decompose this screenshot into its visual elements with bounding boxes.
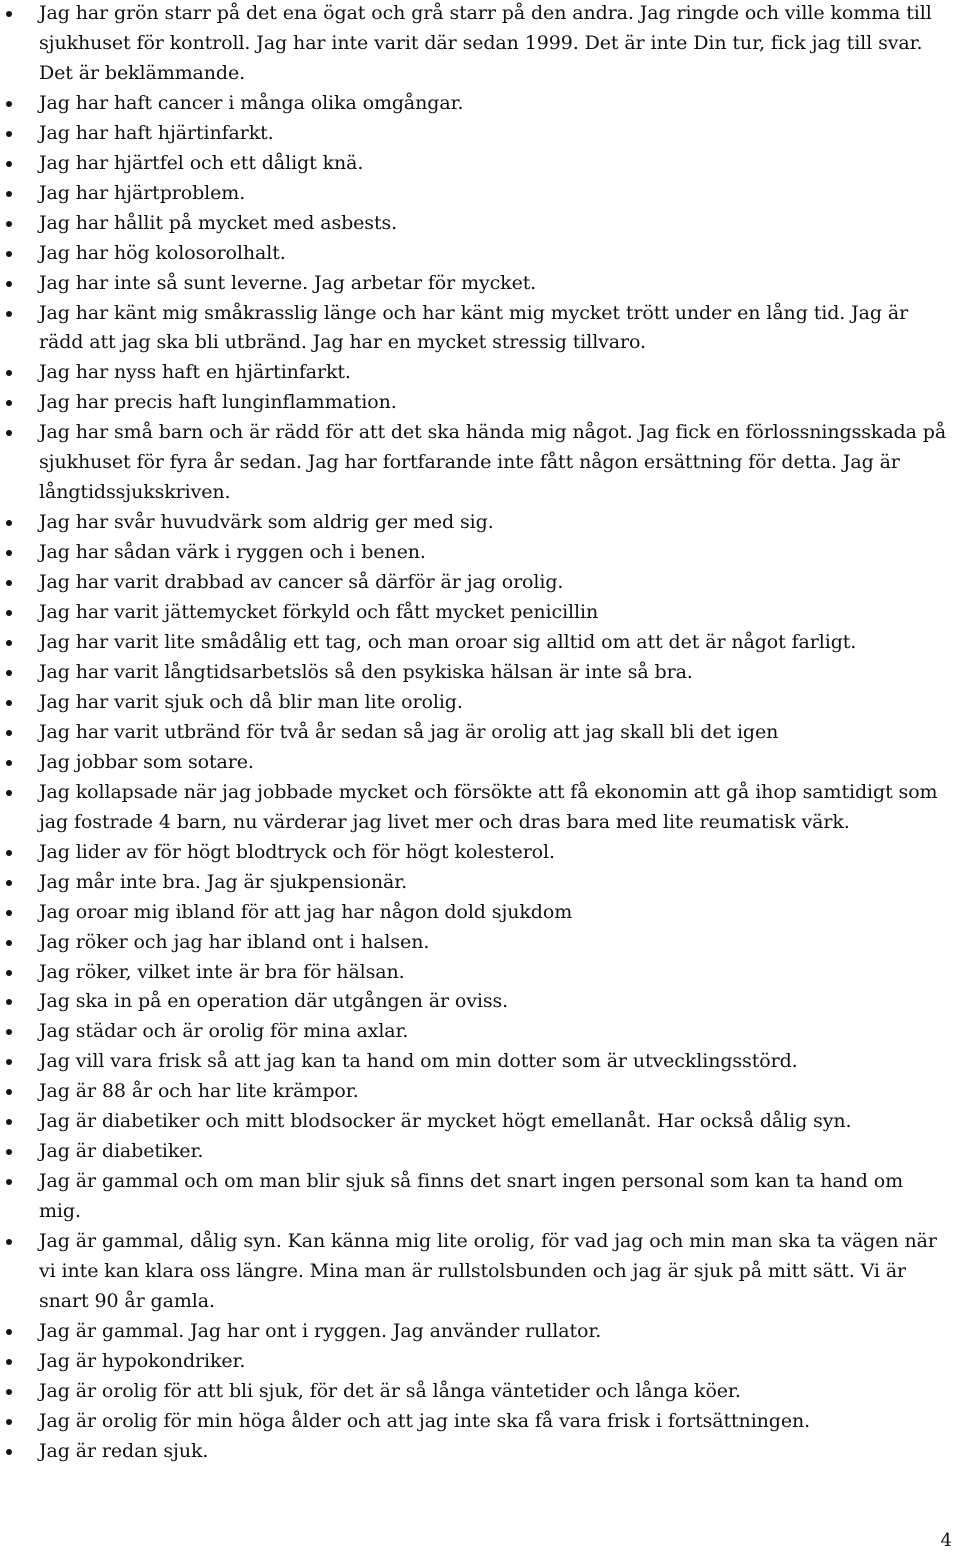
list-item: Jag har precis haft lunginflammation. <box>0 388 960 418</box>
list-item: Jag har hjärtfel och ett dåligt knä. <box>0 149 960 179</box>
list-item: Jag lider av för högt blodtryck och för högt kolesterol. <box>0 838 960 868</box>
list-item: Jag har haft hjärtinfarkt. <box>0 119 960 149</box>
list-item: Jag har varit jättemycket förkyld och fått mycket penicillin <box>0 598 960 628</box>
list-item: Jag har varit utbränd för två år sedan så jag är orolig att jag skall bli det igen <box>0 718 960 748</box>
list-item: Jag är gammal, dålig syn. Kan känna mig lite orolig, för vad jag och min man ska ta vägen när vi inte kan klara oss längre. Mina man är rullstolsbunden och jag är sjuk på mitt sätt. Vi är snart 90 år gamla. <box>0 1227 960 1317</box>
list-item: Jag har varit lite smådålig ett tag, och man oroar sig alltid om att det är något farligt. <box>0 628 960 658</box>
list-item: Jag är gammal. Jag har ont i ryggen. Jag använder rullator. <box>0 1317 960 1347</box>
list-item: Jag har varit sjuk och då blir man lite orolig. <box>0 688 960 718</box>
list-item: Jag har små barn och är rädd för att det ska hända mig något. Jag fick en förlossningsskada på sjukhuset för fyra år sedan. Jag har fortfarande inte fått någon ersättning för detta. Jag är långtidssjukskriven. <box>0 418 960 508</box>
list-item: Jag har hjärtproblem. <box>0 179 960 209</box>
list-item: Jag röker, vilket inte är bra för hälsan. <box>0 958 960 988</box>
list-item: Jag kollapsade när jag jobbade mycket och försökte att få ekonomin att gå ihop samtidigt som jag fostrade 4 barn, nu värderar jag livet mer och dras bara med lite reumatisk värk. <box>0 778 960 838</box>
list-item: Jag har inte så sunt leverne. Jag arbetar för mycket. <box>0 269 960 299</box>
list-item: Jag är diabetiker. <box>0 1137 960 1167</box>
list-item: Jag är orolig för min höga ålder och att jag inte ska få vara frisk i fortsättningen. <box>0 1407 960 1437</box>
list-item: Jag har varit långtidsarbetslös så den psykiska hälsan är inte så bra. <box>0 658 960 688</box>
list-item: Jag är hypokondriker. <box>0 1347 960 1377</box>
list-item: Jag är redan sjuk. <box>0 1437 960 1467</box>
list-item: Jag har varit drabbad av cancer så därför är jag orolig. <box>0 568 960 598</box>
list-item: Jag har svår huvudvärk som aldrig ger med sig. <box>0 508 960 538</box>
list-item: Jag jobbar som sotare. <box>0 748 960 778</box>
list-item: Jag har sådan värk i ryggen och i benen. <box>0 538 960 568</box>
page-number: 4 <box>940 1530 952 1551</box>
list-item: Jag är orolig för att bli sjuk, för det är så långa väntetider och långa köer. <box>0 1377 960 1407</box>
list-item: Jag har haft cancer i många olika omgångar. <box>0 89 960 119</box>
list-item: Jag vill vara frisk så att jag kan ta hand om min dotter som är utvecklingsstörd. <box>0 1047 960 1077</box>
list-item: Jag har grön starr på det ena ögat och grå starr på den andra. Jag ringde och ville komma till sjukhuset för kontroll. Jag har inte varit där sedan 1999. Det är inte Din tur, fick jag till svar. Det är beklämmande. <box>0 0 960 89</box>
list-item: Jag ska in på en operation där utgången är oviss. <box>0 987 960 1017</box>
list-item: Jag är gammal och om man blir sjuk så finns det snart ingen personal som kan ta hand om mig. <box>0 1167 960 1227</box>
list-item: Jag röker och jag har ibland ont i halsen. <box>0 928 960 958</box>
list-item: Jag mår inte bra. Jag är sjukpensionär. <box>0 868 960 898</box>
list-item: Jag har hållit på mycket med asbests. <box>0 209 960 239</box>
list-item: Jag har nyss haft en hjärtinfarkt. <box>0 358 960 388</box>
list-item: Jag har hög kolosorolhalt. <box>0 239 960 269</box>
list-item: Jag har känt mig småkrasslig länge och har känt mig mycket trött under en lång tid. Jag är rädd att jag ska bli utbränd. Jag har en mycket stressig tillvaro. <box>0 299 960 359</box>
list-item: Jag är 88 år och har lite krämpor. <box>0 1077 960 1107</box>
list-item: Jag oroar mig ibland för att jag har någon dold sjukdom <box>0 898 960 928</box>
list-item: Jag är diabetiker och mitt blodsocker är mycket högt emellanåt. Har också dålig syn. <box>0 1107 960 1137</box>
list-item: Jag städar och är orolig för mina axlar. <box>0 1017 960 1047</box>
